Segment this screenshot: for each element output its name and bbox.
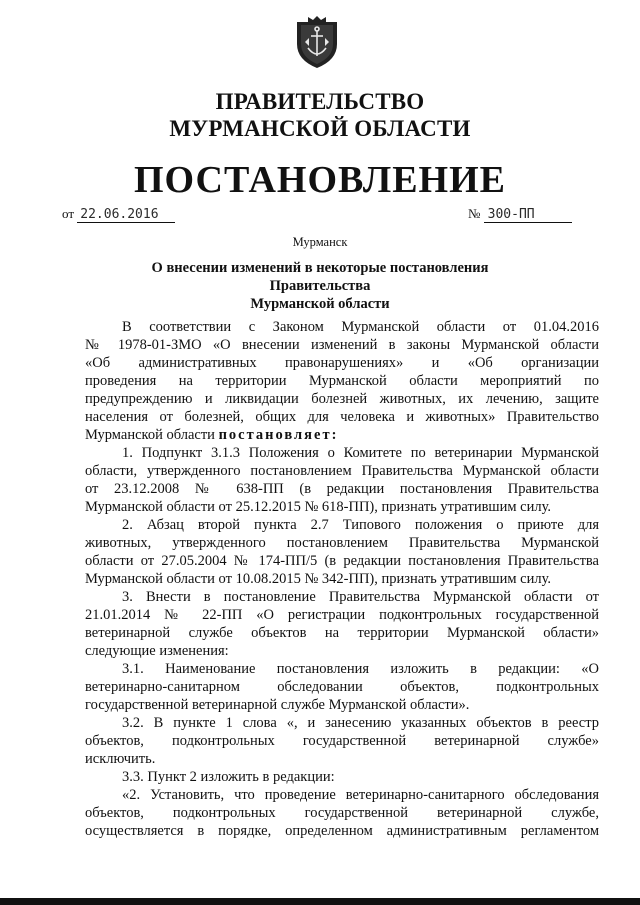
subject-line1: О внесении изменений в некоторые постановления Правительства	[151, 260, 489, 294]
number-field	[468, 206, 572, 223]
government-title-line1: ПРАВИТЕЛЬСТВО	[215, 89, 425, 114]
body-line: ветеринарной службе объектов на территории Мурманской области»	[85, 625, 599, 641]
city-label: Мурманск	[292, 235, 348, 249]
scan-bottom-edge	[0, 898, 640, 905]
body-line: 3.3. Пункт 2 изложить в редакции:	[122, 769, 335, 785]
body-line: Мурманской области от 25.12.2015 № 618-ПП), признать утратившим силу.	[85, 499, 552, 515]
body-line: № 1978-01-ЗМО «О внесении изменений в законы Мурманской области	[85, 337, 599, 353]
body-line: предупреждению и ликвидации болезней животных, их лечению, защите	[85, 391, 599, 407]
date-field	[62, 206, 175, 223]
body-line: Мурманской области	[85, 427, 215, 443]
body-line: 2. Абзац второй пункта 2.7 Типового положения о приюте для	[122, 517, 599, 533]
body-line: области, утвержденного постановлением Правительства Мурманской области	[85, 463, 599, 479]
body-line: 3.2. В пункте 1 слова «, и занесению указанных объектов в реестр	[122, 715, 599, 731]
date-value: 22.06.2016	[77, 207, 175, 223]
body-line: осуществляется в порядке, определенном административным регламентом	[85, 823, 599, 839]
body-line-decree	[85, 426, 599, 444]
body-line: объектов, подконтрольных государственной ветеринарной службе,	[85, 805, 599, 821]
subject-line2: Мурманской области	[250, 296, 390, 312]
body-line: животных, утвержденного постановлением Правительства Мурманской	[85, 535, 599, 551]
government-title-line2: МУРМАНСКОЙ ОБЛАСТИ	[169, 116, 471, 141]
body-line: Мурманской области от 10.08.2015 № 342-ПП), признать утратившим силу.	[85, 571, 552, 587]
document-body	[85, 318, 599, 840]
body-line: области от 27.05.2004 № 174-ПП/5 (в редакции постановления Правительства	[85, 553, 599, 569]
body-line: проведения на территории Мурманской области мероприятий по	[85, 373, 599, 389]
document-subject	[100, 259, 540, 313]
body-line: 1. Подпункт 3.1.3 Положения о Комитете по ветеринарии Мурманской	[122, 445, 599, 461]
body-line: В соответствии с Законом Мурманской области от 01.04.2016	[122, 319, 599, 335]
body-line: 21.01.2014 № 22-ПП «О регистрации подконтрольных государственной	[85, 607, 599, 623]
coat-of-arms-emblem-icon	[294, 14, 340, 70]
body-line: «Об административных правонарушениях» и «Об организации	[85, 355, 599, 371]
body-line: ветеринарно-санитарном обследовании объектов, подконтрольных	[85, 679, 599, 695]
body-line: объектов, подконтрольных государственной ветеринарной службе»	[85, 733, 599, 749]
body-line: следующие изменения:	[85, 643, 229, 659]
number-prefix: №	[468, 206, 481, 221]
document-type-title: ПОСТАНОВЛЕНИЕ	[133, 159, 507, 201]
decree-word: постановляет:	[218, 427, 339, 443]
body-line: исключить.	[85, 751, 156, 767]
body-line: от 23.12.2008 № 638-ПП (в редакции постановления Правительства	[85, 481, 599, 497]
date-prefix: от	[62, 206, 75, 221]
body-line: 3. Внести в постановление Правительства Мурманской области от	[122, 589, 599, 605]
body-line: населения от болезней, общих для человека и животных» Правительство	[85, 409, 599, 425]
body-line: 3.1. Наименование постановления изложить в редакции: «О	[122, 661, 599, 677]
body-line: «2. Установить, что проведение ветеринарно-санитарного обследования	[122, 787, 599, 803]
number-value: 300-ПП	[484, 207, 572, 223]
body-line: государственной ветеринарной службе Мурманской области».	[85, 697, 470, 713]
